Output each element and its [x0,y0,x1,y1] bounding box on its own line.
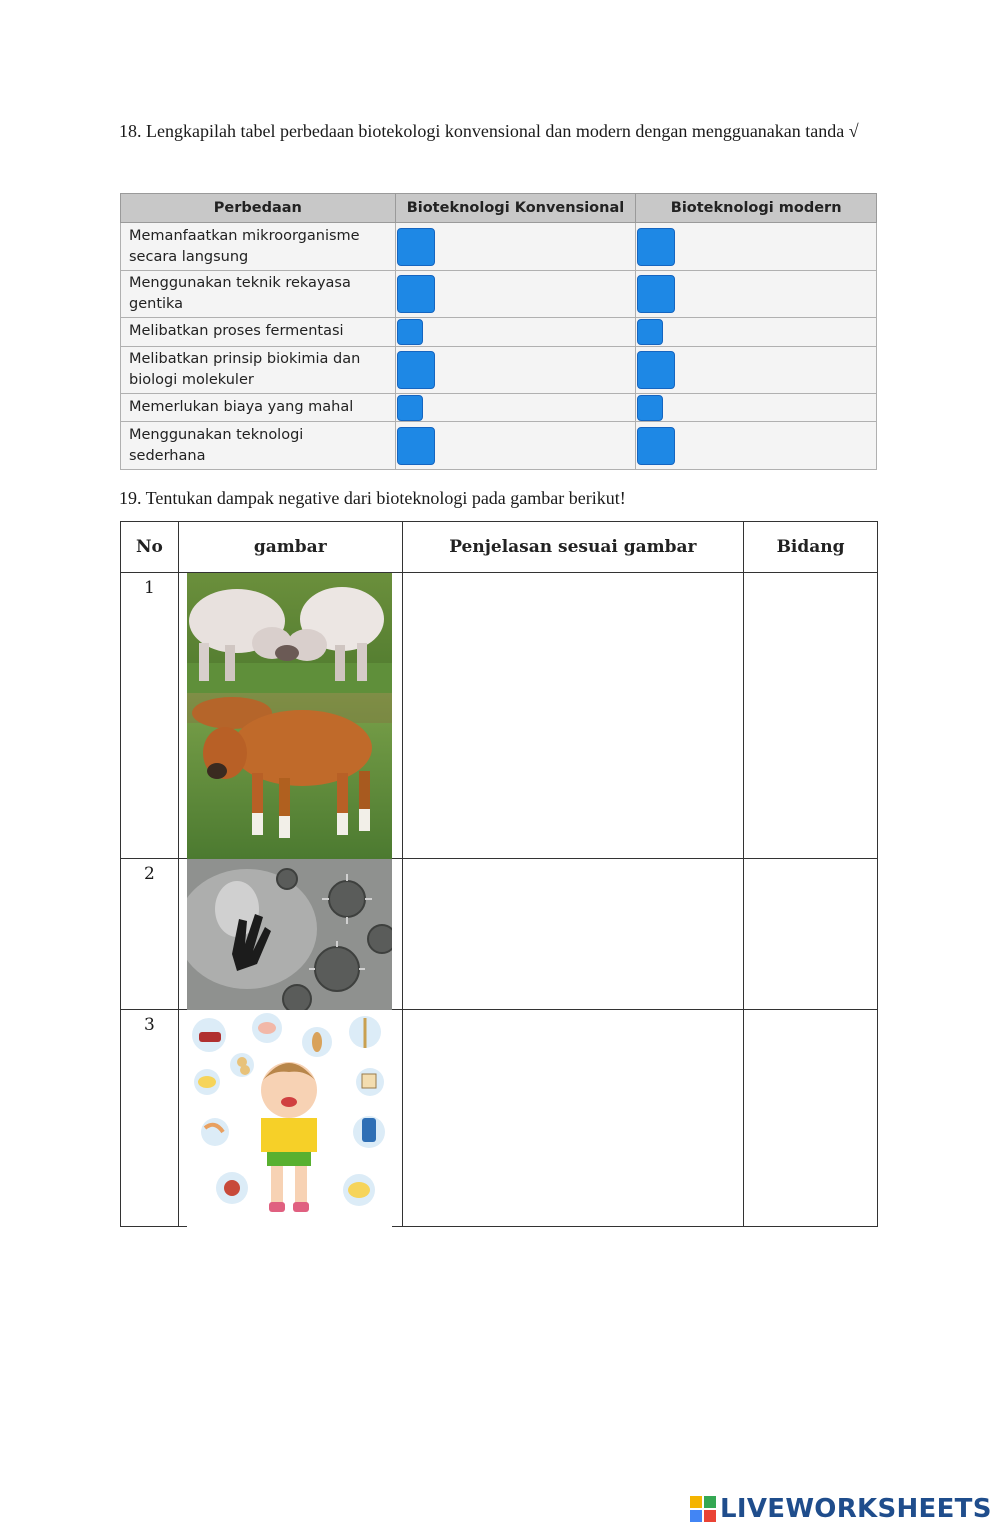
answer-box-modern[interactable] [637,427,675,465]
answer-box-modern[interactable] [637,351,675,389]
cattle-image [187,573,392,859]
row-label: Melibatkan prinsip biokimia dan biologi molekuler [121,346,396,394]
virus-image [187,859,392,1010]
header-perbedaan: Perbedaan [121,194,396,223]
row-number: 1 [121,573,179,859]
image-cell [178,1010,402,1227]
table-row [121,394,877,422]
table-row [121,318,877,346]
image-cell [178,573,402,859]
answer-box-modern[interactable] [637,319,663,345]
answer-box-konvensional[interactable] [397,427,435,465]
table-row [121,223,877,271]
answer-box-modern[interactable] [637,275,675,313]
row-label: Menggunakan teknik rekayasa gentika [121,270,396,318]
allergy-child-image [187,1010,392,1227]
table-row [121,422,877,470]
answer-box-modern[interactable] [637,228,675,266]
comparison-table [120,193,877,470]
impact-table [120,521,878,1227]
liveworksheets-logo [690,1494,992,1524]
header-gambar: gambar [178,522,402,573]
row-number: 3 [121,1010,179,1227]
table-row [121,859,878,1010]
table-header-row [121,522,878,573]
header-no: No [121,522,179,573]
bidang-cell[interactable] [744,1010,878,1227]
table-row [121,346,877,394]
row-number: 2 [121,859,179,1010]
row-label: Menggunakan teknologi sederhana [121,422,396,470]
answer-box-konvensional[interactable] [397,228,435,266]
row-label: Memerlukan biaya yang mahal [121,394,396,422]
table-row [121,270,877,318]
question-18: 18. Lengkapilah tabel perbedaan biotekologi konvensional dan modern dengan mengguanakan tanda √ [119,121,859,141]
answer-box-konvensional[interactable] [397,395,423,421]
header-konvensional: Bioteknologi Konvensional [395,194,636,223]
table-row [121,1010,878,1227]
table-header-row [121,194,877,223]
bidang-cell[interactable] [744,859,878,1010]
table-row [121,573,878,859]
row-label: Melibatkan proses fermentasi [121,318,396,346]
header-bidang: Bidang [744,522,878,573]
explanation-cell[interactable] [402,859,744,1010]
answer-box-konvensional[interactable] [397,275,435,313]
liveworksheets-logo-text: LIVEWORKSHEETS [720,1494,992,1524]
answer-box-modern[interactable] [637,395,663,421]
liveworksheets-logo-icon [690,1496,716,1522]
explanation-cell[interactable] [402,1010,744,1227]
image-cell [178,859,402,1010]
answer-box-konvensional[interactable] [397,351,435,389]
explanation-cell[interactable] [402,573,744,859]
answer-box-konvensional[interactable] [397,319,423,345]
question-19: 19. Tentukan dampak negative dari bioteknologi pada gambar berikut! [119,488,626,508]
bidang-cell[interactable] [744,573,878,859]
header-penjelasan: Penjelasan sesuai gambar [402,522,744,573]
header-modern: Bioteknologi modern [636,194,877,223]
row-label: Memanfaatkan mikroorganisme secara langsung [121,223,396,271]
